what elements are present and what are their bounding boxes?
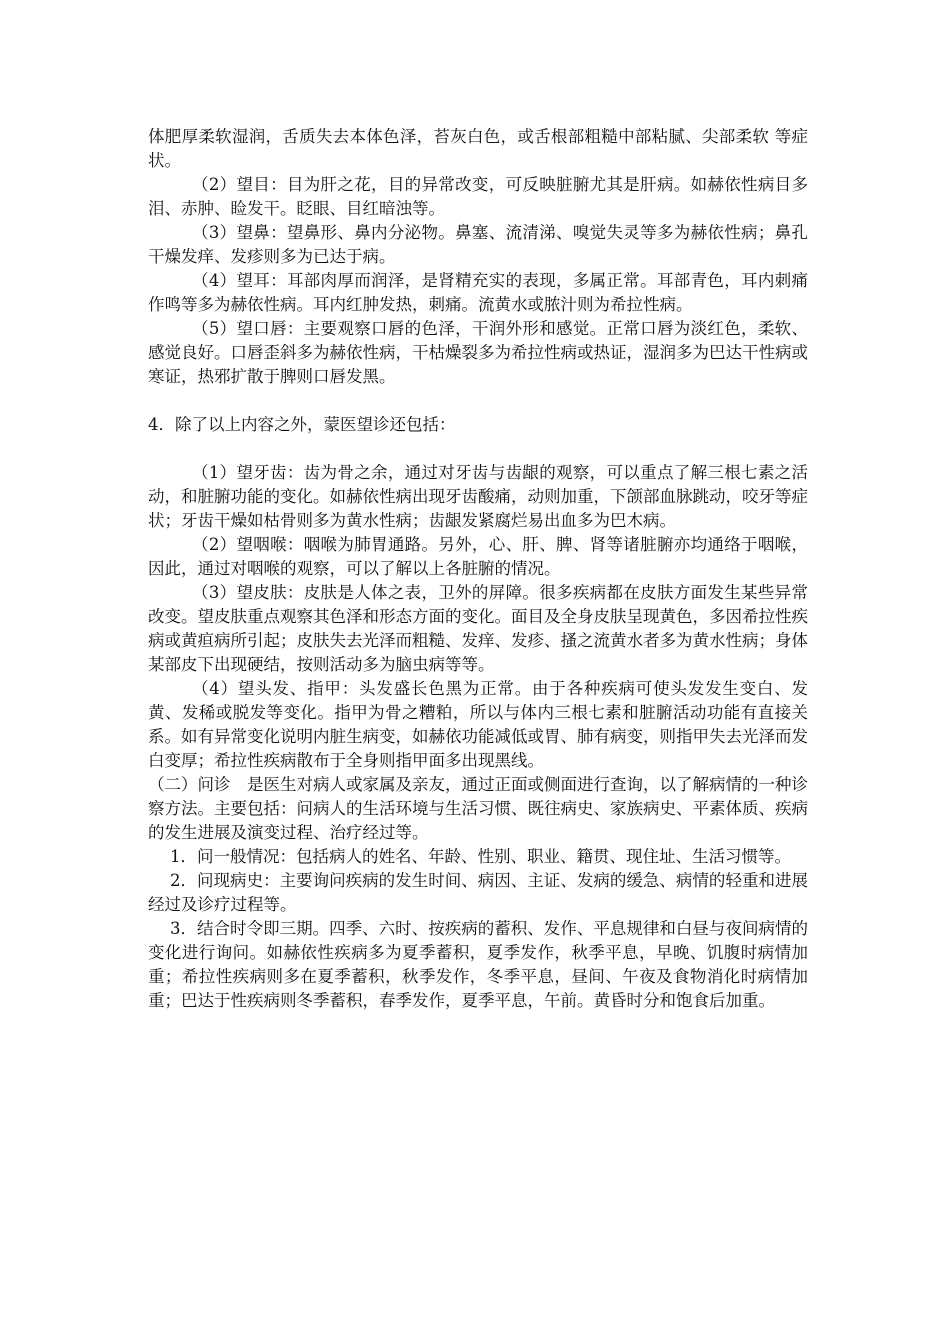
paragraph-throat: （2）望咽喉：咽喉为肺胃通路。另外，心、肝、脾、肾等诸脏腑亦均通络于咽喉，因此，通过对咽喉的观察，可以了解以上各脏腑的情况。 <box>148 535 808 578</box>
paragraph-ears: （4）望耳：耳部肉厚而润泽，是肾精充实的表现，多属正常。耳部青色，耳内刺痛作鸣等多为赫依性病。耳内红肿发热，刺痛。流黄水或脓汁则为希拉性病。 <box>148 271 808 314</box>
paragraph-lips: （5）望口唇：主要观察口唇的色泽，干润外形和感觉。正常口唇为淡红色，柔软、感觉良好。口唇歪斜多为赫依性病，干枯燥裂多为希拉性病或热证，湿润多为巴达干性病或寒证，热邪扩散于脾则口唇发黑。 <box>148 319 808 386</box>
paragraph-tongue-continued: 体肥厚柔软湿润，舌质失去本体色泽，苔灰白色，或舌根部粗糙中部粘腻、尖部柔软 等症状。 <box>148 127 808 170</box>
paragraph-present-illness: 2．问现病史：主要询问疾病的发生时间、病因、主证、发病的缓急、病情的轻重和进展经过及诊疗过程等。 <box>148 871 808 914</box>
paragraph-inquiry-intro: （二）问诊 是医生对病人或家属及亲友，通过正面或侧面进行查询，以了解病情的一种诊察方法。主要包括：问病人的生活环境与生活习惯、既往病史、家族病史、平素体质、疾病的发生进展及演变过程、治疗经过等。 <box>148 775 808 842</box>
paragraph-nose: （3）望鼻：望鼻形、鼻内分泌物。鼻塞、流清涕、嗅觉失灵等多为赫依性病；鼻孔干燥发痒、发疹则多为已达于病。 <box>148 223 808 266</box>
paragraph-general-info: 1．问一般情况：包括病人的姓名、年龄、性别、职业、籍贯、现住址、生活习惯等。 <box>170 847 791 866</box>
paragraph-seasonal: 3．结合时令即三期。四季、六时、按疾病的蓄积、发作、平息规律和白昼与夜间病情的变化进行询问。如赫依性疾病多为夏季蓄积，夏季发作，秋季平息，早晚、饥腹时病情加重；希拉性疾病则多在夏季蓄积，秋季发作，冬季平息，昼间、午夜及食物消化时病情加重；巴达于性疾病则冬季蓄积，春季发作，夏季平息，午前。黄昏时分和饱食后加重。 <box>148 919 808 1010</box>
paragraph-hair-nails: （4）望头发、指甲：头发盛长色黑为正常。由于各种疾病可使头发发生变白、发黄、发稀或脱发等变化。指甲为骨之糟粕，所以与体内三根七素和脏腑活动功能有直接关系。如有异常变化说明内脏生病变，如赫依功能减低或胃、肺有病变，则指甲失去光泽而发白变厚；希拉性疾病散布于全身则指甲面多出现黑线。 <box>148 679 808 770</box>
paragraph-teeth: （1）望牙齿：齿为骨之余，通过对牙齿与齿龈的观察，可以重点了解三根七素之活动，和脏腑功能的变化。如赫依性病出现牙齿酸痛，动则加重，下颌部血脉跳动，咬牙等症状；牙齿干燥如枯骨则多为黄水性病；齿龈发紧腐烂易出血多为巴木病。 <box>148 463 808 530</box>
document-page <box>148 125 808 1013</box>
paragraph-eyes: （2）望目：目为肝之花，目的异常改变，可反映脏腑尤其是肝病。如赫依性病目多泪、赤肿、睑发干。眨眼、目红暗浊等。 <box>148 175 808 218</box>
section-heading-other-inspection: 4．除了以上内容之外，蒙医望诊还包括： <box>148 415 456 434</box>
paragraph-skin: （3）望皮肤：皮肤是人体之表，卫外的屏障。很多疾病都在皮肤方面发生某些异常改变。望皮肤重点观察其色泽和形态方面的变化。面目及全身皮肤呈现黄色，多因希拉性疾病或黄疸病所引起；皮肤失去光泽而粗糙、发痒、发疹、搔之流黄水者多为黄水性病；身体某部皮下出现硬结，按则活动多为脑虫病等等。 <box>148 583 808 674</box>
